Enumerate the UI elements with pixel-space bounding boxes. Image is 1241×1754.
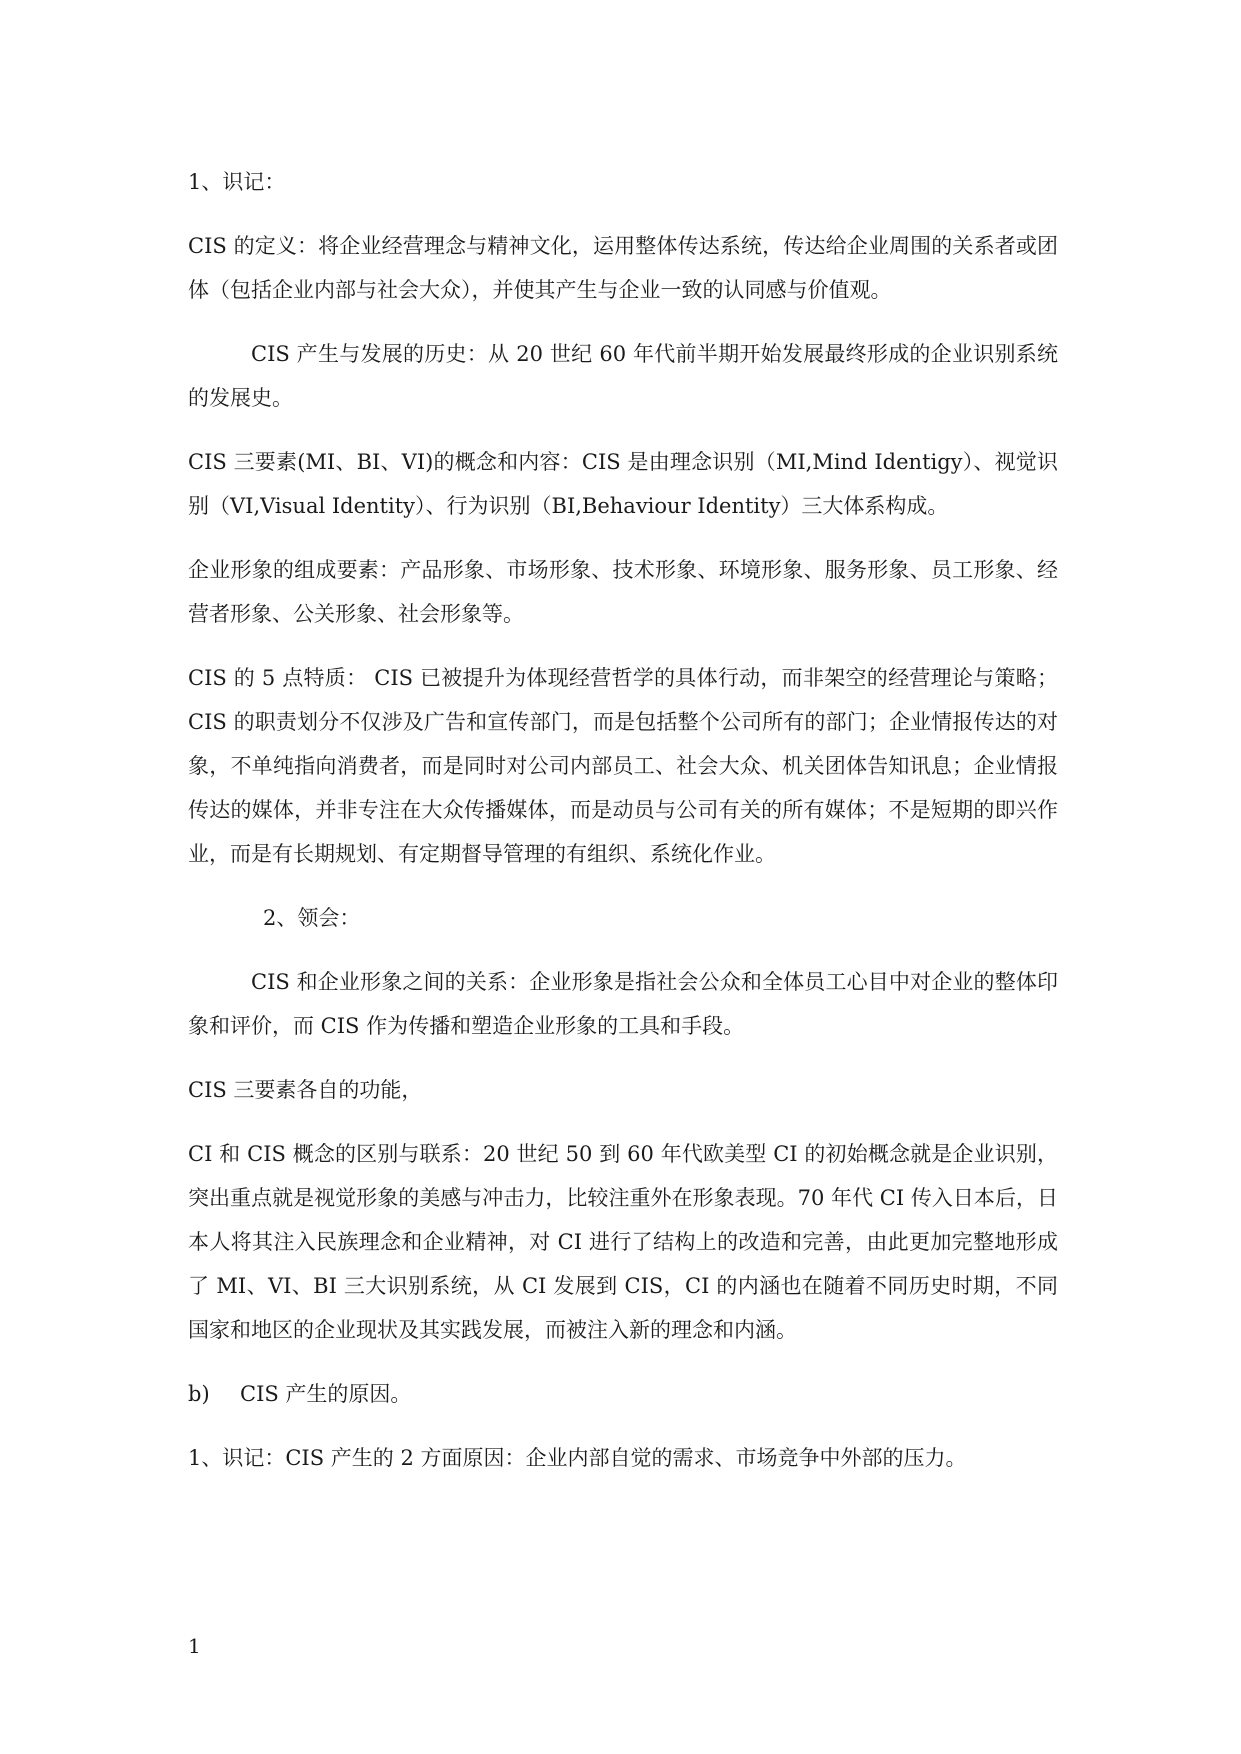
paragraph-three-elements-functions: CIS 三要素各自的功能， (188, 1078, 423, 1102)
list-marker-b: b) (188, 1382, 210, 1406)
heading-comprehension: 2、领会： (263, 906, 361, 930)
list-item-b-text: CIS 产生的原因。 (240, 1382, 412, 1406)
paragraph-ci-cis-difference: CI 和 CIS 概念的区别与联系：20 世纪 50 到 60 年代欧美型 CI 的初始概念就是企业识别，突出重点就是视觉形象的美感与冲击力，比较注重外在形象表现。70 年代 CI 传入日本后，日本人将其注入民族理念和企业精神，对 CI 进行了结构上的改造和完善，由此更加完整地形成了 MI、VI、BI 三大识别系统，从 CI 发展到 CIS，CI 的内涵也在随着不同历史时期，不同国家和地区的企业现状及其实践发展，而被注入新的理念和内涵。 (188, 1142, 1058, 1342)
paragraph-cis-five-traits: CIS 的 5 点特质： CIS 已被提升为体现经营哲学的具体行动，而非架空的经营理论与策略；CIS 的职责划分不仅涉及广告和宣传部门，而是包括整个公司所有的部门；企业情报传达的对象，不单纯指向消费者，而是同时对公司内部员工、社会大众、机关团体告知讯息；企业情报传达的媒体，并非专注在大众传播媒体，而是动员与公司有关的所有媒体；不是短期的即兴作业，而是有长期规划、有定期督导管理的有组织、系统化作业。 (188, 666, 1058, 866)
paragraph-cis-three-elements: CIS 三要素(MI、BI、VI)的概念和内容：CIS 是由理念识别（MI,Mind Identigy）、视觉识别（VI,Visual Identity）、行为识别（BI,Behaviour Identity）三大体系构成。 (188, 450, 1058, 518)
page-number: 1 (188, 1634, 201, 1658)
paragraph-cis-causes: 1、识记：CIS 产生的 2 方面原因：企业内部自觉的需求、市场竞争中外部的压力。 (188, 1446, 967, 1470)
paragraph-cis-definition: CIS 的定义：将企业经营理念与精神文化，运用整体传达系统，传达给企业周围的关系者或团体（包括企业内部与社会大众），并使其产生与企业一致的认同感与价值观。 (188, 234, 1058, 302)
paragraph-cis-history: CIS 产生与发展的历史：从 20 世纪 60 年代前半期开始发展最终形成的企业识别系统的发展史。 (188, 342, 1058, 410)
document-body (188, 160, 1058, 1480)
paragraph-image-components: 企业形象的组成要素：产品形象、市场形象、技术形象、环境形象、服务形象、员工形象、经营者形象、公关形象、社会形象等。 (188, 558, 1058, 626)
paragraph-cis-image-relation: CIS 和企业形象之间的关系：企业形象是指社会公众和全体员工心目中对企业的整体印象和评价，而 CIS 作为传播和塑造企业形象的工具和手段。 (188, 970, 1058, 1038)
list-item-b (188, 1372, 1058, 1416)
heading-recall: 1、识记： (188, 170, 286, 194)
